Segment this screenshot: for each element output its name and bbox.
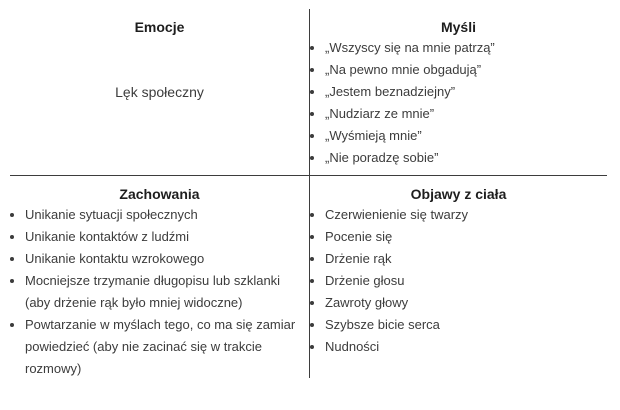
list-item: • „Nie poradzę sobie” [325, 147, 605, 169]
quadrant-behaviors [10, 176, 310, 378]
list-item: • „Wyśmieją mnie” [325, 125, 605, 147]
list-item: • „Jestem beznadziejny” [325, 81, 605, 103]
list-item: • Szybsze bicie serca [325, 314, 605, 336]
list-item: • Pocenie się [325, 226, 605, 248]
list-item: • Unikanie sytuacji społecznych [25, 204, 307, 226]
body-symptoms-list [310, 204, 607, 358]
quadrant-thoughts [310, 9, 607, 176]
list-item: • Mocniejsze trzymanie długopisu lub szklanki (aby drżenie rąk było mniej widoczne) [25, 270, 307, 314]
list-item: • Unikanie kontaktu wzrokowego [25, 248, 307, 270]
list-item: • „Na pewno mnie obgadują” [325, 59, 605, 81]
quadrant-body-symptoms [310, 176, 607, 378]
quadrant-emotions-title: Emocje [134, 19, 185, 35]
list-item: • Drżenie rąk [325, 248, 605, 270]
quadrant-table [10, 9, 607, 378]
list-item: • Powtarzanie w myślach tego, co ma się zamiar powiedzieć (aby nie zacinać się w trakcie rozmowy) [25, 314, 307, 378]
thoughts-list [310, 37, 607, 169]
emotion-label: Lęk społeczny [115, 84, 204, 100]
list-item: • Drżenie głosu [325, 270, 605, 292]
list-item: • Nudności [325, 336, 605, 358]
list-item: • Zawroty głowy [325, 292, 605, 314]
quadrant-emotions [10, 9, 310, 176]
list-item: • Czerwienienie się twarzy [325, 204, 605, 226]
quadrant-body-symptoms-title: Objawy z ciała [410, 186, 507, 202]
list-item: • „Wszyscy się na mnie patrzą” [325, 37, 605, 59]
behaviors-list [10, 204, 309, 378]
list-item: • „Nudziarz ze mnie” [325, 103, 605, 125]
list-item: • Unikanie kontaktów z ludźmi [25, 226, 307, 248]
quadrant-thoughts-title: Myśli [440, 19, 476, 35]
quadrant-behaviors-title: Zachowania [119, 186, 200, 202]
